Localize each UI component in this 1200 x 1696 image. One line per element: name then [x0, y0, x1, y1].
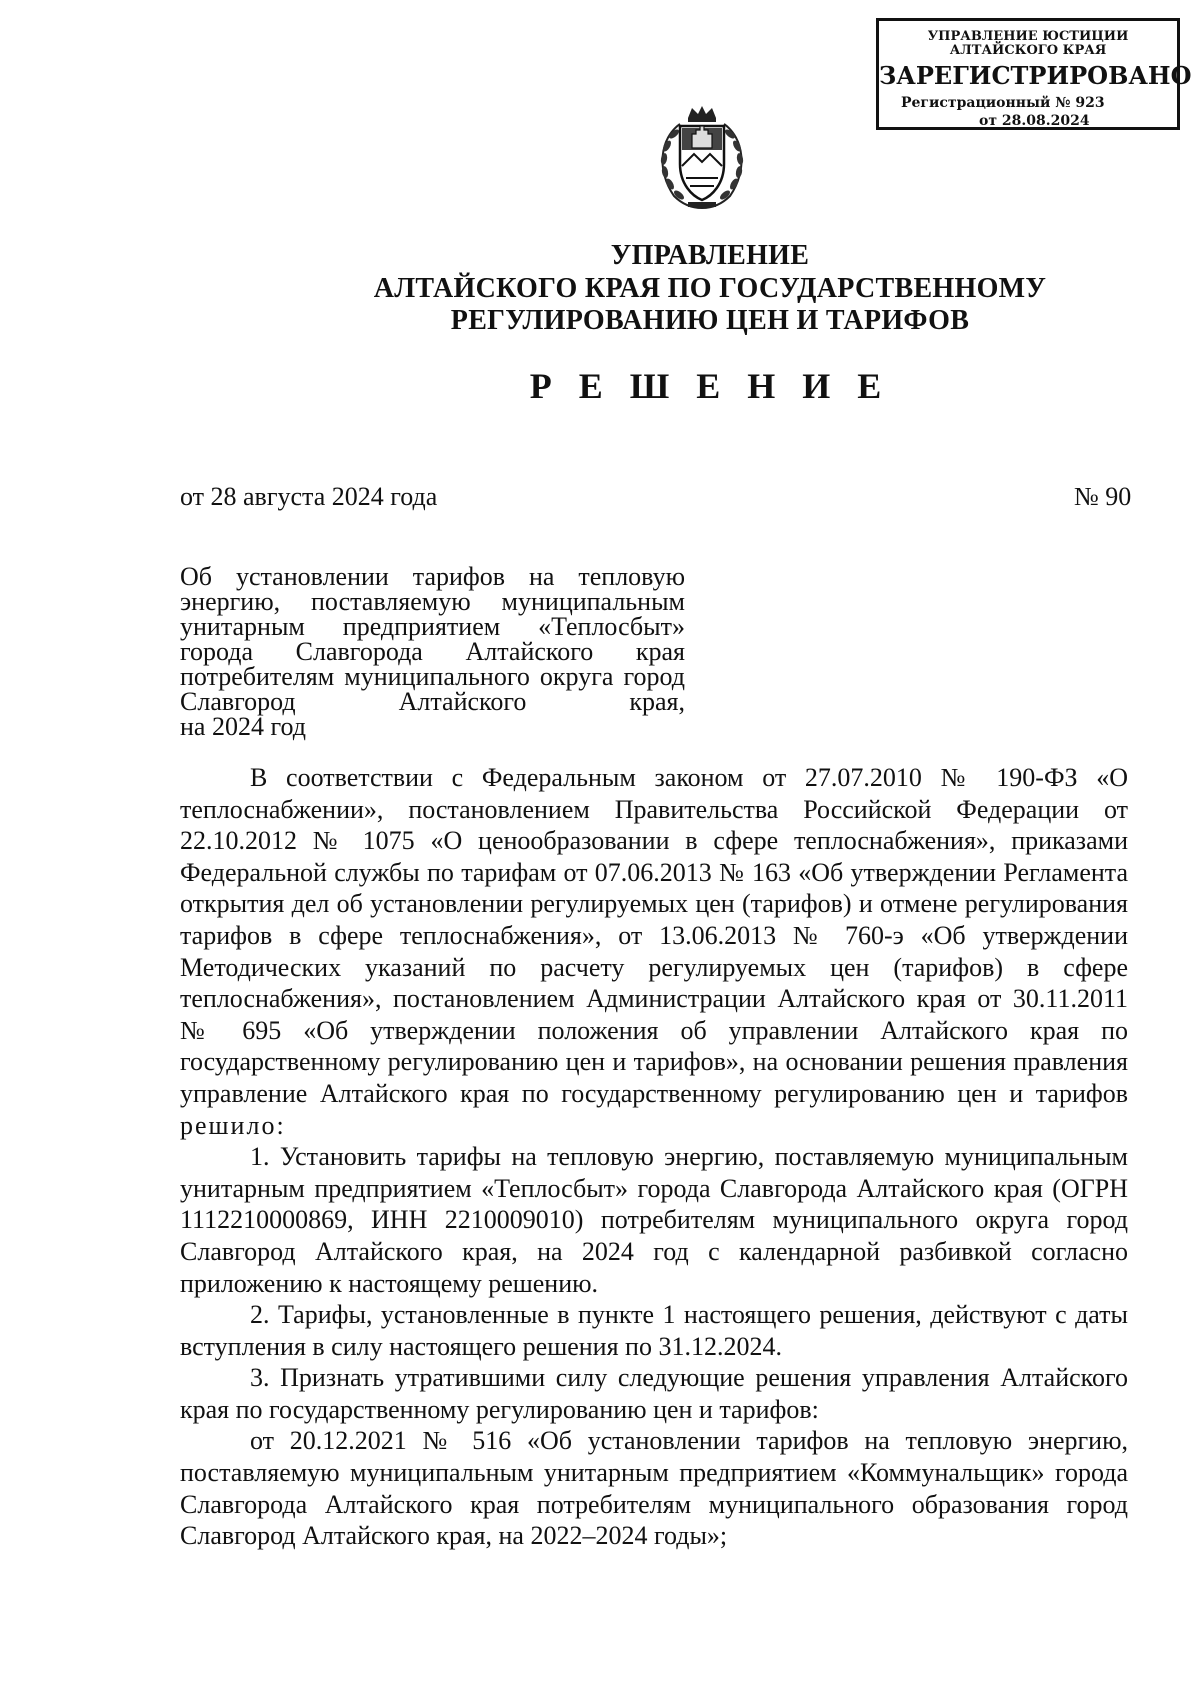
item-2-paragraph: 2. Тарифы, установленные в пункте 1 настоящего решения, действуют с даты вступления в силу настоящего решения по 31.12.2024.: [180, 1300, 1128, 1361]
stamp-authority-line1: УПРАВЛЕНИЕ ЮСТИЦИИ: [927, 29, 1129, 44]
stamp-registration-date: от 28.08.2024: [979, 113, 1090, 129]
subject-text: Об установлении тарифов на тепловую энергию, поставляемую муниципальным унитарным предприятием «Теплосбыт» города Славгорода Алтайского края потребителям муниципального округа город Славгород Алтайского края,: [180, 562, 685, 716]
document-number: № 90: [1074, 482, 1132, 511]
item-3-paragraph: 3. Признать утратившими силу следующие решения управления Алтайского края по государственному регулированию цен и тарифов:: [180, 1363, 1128, 1424]
document-date: от 28 августа 2024 года: [180, 482, 438, 511]
preamble-text: В соответствии с Федеральным законом от 27.07.2010 № 190-ФЗ «О теплоснабжении», постановлением Правительства Российской Федерации от 22.10.2012 № 1075 «О ценообразовании в сфере теплоснабжения», приказами Федеральной службы по тарифам от 07.06.2013 № 163 «Об утверждении Регламента открытия дел об установлении регулируемых цен (тарифов) и отмене регулирования тарифов в сфере теплоснабжения», от 13.06.2013 № 760-э «Об утверждении Методических указаний по расчету регулируемых цен (тарифов) в сфере теплоснабжения», постановлением Администрации Алтайского края от 30.11.2011 № 695 «Об утверждении положения об управлении Алтайского края по государственному регулированию цен и тарифов», на основании решения правления управление Алтайского края по государственному регулированию цен и тарифов: [180, 763, 1128, 1108]
registration-stamp: [876, 18, 1192, 130]
item-1-paragraph: 1. Установить тарифы на тепловую энергию, поставляемую муниципальным унитарным предприятием «Теплосбыт» города Славгорода Алтайского края (ОГРН 1112210000869, ИНН 2210009010) потребителям муниципального округа город Славгород Алтайского края, на 2024 год с календарной разбивкой согласно приложению к настоящему решению.: [180, 1142, 1128, 1298]
authority-title-line1: УПРАВЛЕНИЕ: [610, 240, 810, 271]
authority-title-line3: РЕГУЛИРОВАНИЮ ЦЕН И ТАРИФОВ: [450, 305, 970, 336]
stamp-title: ЗАРЕГИСТРИРОВАНО: [879, 61, 1192, 90]
authority-title-line2: АЛТАЙСКОГО КРАЯ ПО ГОСУДАРСТВЕННОМУ: [373, 273, 1047, 304]
preamble-paragraph: [180, 762, 1128, 1141]
document-subject: [180, 564, 685, 739]
document-body: [180, 762, 1128, 1552]
stamp-authority-line2: АЛТАЙСКОГО КРАЯ: [949, 43, 1107, 58]
subject-last-line: на 2024 год: [180, 712, 306, 741]
stamp-registration-number: Регистрационный № 923: [901, 95, 1105, 111]
resolved-word: решило:: [180, 1110, 286, 1140]
item-3-1-paragraph: от 20.12.2021 № 516 «Об установлении тарифов на тепловую энергию, поставляемую муниципальным унитарным предприятием «Коммунальщик» города Славгорода Алтайского края потребителям муниципального образования город Славгород Алтайского края, на 2022–2024 годы»;: [180, 1426, 1128, 1551]
coat-of-arms-icon: [636, 104, 768, 212]
document-type-heading: Р Е Ш Е Н И Е: [529, 366, 891, 406]
